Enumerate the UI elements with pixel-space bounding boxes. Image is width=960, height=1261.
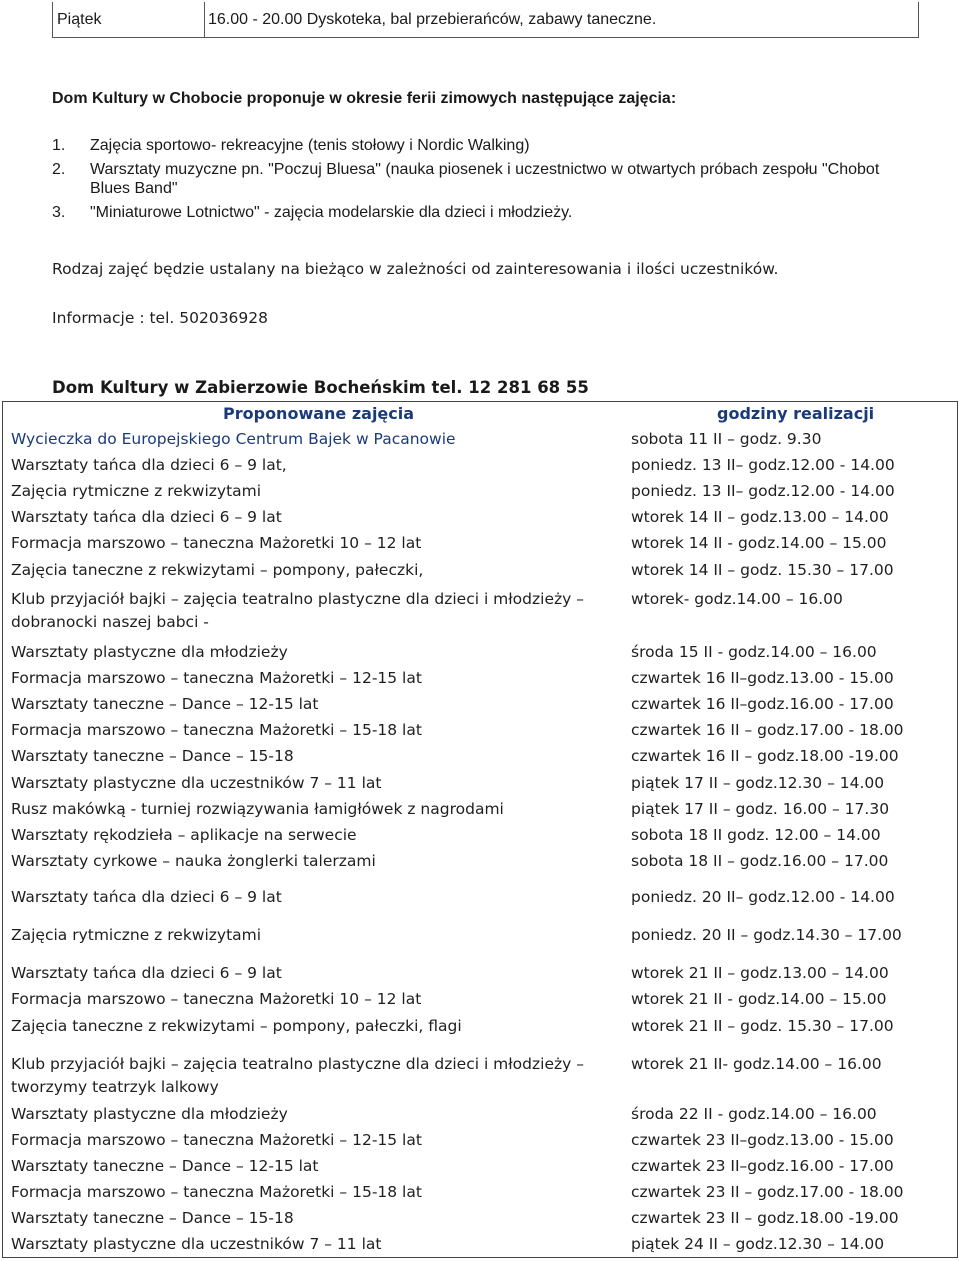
activity-cell: Warsztaty taneczne – Dance – 12-15 lat bbox=[11, 695, 319, 713]
chobot-intro: Dom Kultury w Chobocie proponuje w okresie ferii zimowych następujące zajęcia: bbox=[52, 90, 677, 107]
activity-cell: Warsztaty plastyczne dla młodzieży bbox=[11, 1105, 288, 1123]
time-cell: wtorek 21 II – godz. 15.30 – 17.00 bbox=[631, 1017, 894, 1035]
activity-cell: Wycieczka do Europejskiego Centrum Bajek w Pacanowie bbox=[11, 430, 456, 448]
activity-cell: Warsztaty taneczne – Dance – 12-15 lat bbox=[11, 1157, 319, 1175]
time-cell: poniedz. 20 II – godz.14.30 – 17.00 bbox=[631, 926, 902, 944]
activity-cell: Warsztaty cyrkowe – nauka żonglerki talerzami bbox=[11, 852, 376, 870]
chobot-note: Rodzaj zajęć będzie ustalany na bieżąco w zależności od zainteresowania i ilości uczestników. bbox=[52, 260, 779, 278]
time-cell: wtorek 14 II – godz. 15.30 – 17.00 bbox=[631, 561, 894, 579]
time-cell: poniedz. 20 II– godz.12.00 - 14.00 bbox=[631, 888, 895, 906]
time-cell: piątek 17 II – godz.12.30 – 14.00 bbox=[631, 774, 885, 792]
time-cell: sobota 11 II – godz. 9.30 bbox=[631, 430, 822, 448]
activity-cell: Formacja marszowo – taneczna Mażoretki 10 – 12 lat bbox=[11, 990, 422, 1008]
time-cell: sobota 18 II godz. 12.00 – 14.00 bbox=[631, 826, 881, 844]
activity-cell: Klub przyjaciół bajki – zajęcia teatralno plastyczne dla dzieci i młodzieży – dobranocki naszej babci - bbox=[11, 590, 584, 631]
activity-cell: Warsztaty plastyczne dla młodzieży bbox=[11, 643, 288, 661]
activity-cell: Warsztaty plastyczne dla uczestników 7 – 11 lat bbox=[11, 1235, 382, 1253]
activity-cell: Zajęcia taneczne z rekwizytami – pompony, pałeczki, flagi bbox=[11, 1017, 462, 1035]
activity-cell: Formacja marszowo – taneczna Mażoretki – 12-15 lat bbox=[11, 669, 422, 687]
activity-cell: Zajęcia rytmiczne z rekwizytami bbox=[11, 482, 262, 500]
activity-cell: Warsztaty taneczne – Dance – 15-18 bbox=[11, 747, 294, 765]
activity-cell: Formacja marszowo – taneczna Mażoretki 10 – 12 lat bbox=[11, 534, 422, 552]
time-cell: piątek 17 II – godz. 16.00 – 17.30 bbox=[631, 800, 890, 818]
activity-cell: Warsztaty tańca dla dzieci 6 – 9 lat bbox=[11, 508, 282, 526]
header-hours: godziny realizacji bbox=[717, 404, 875, 423]
event-cell: 16.00 - 20.00 Dyskoteka, bal przebierańców, zabawy taneczne. bbox=[208, 10, 657, 28]
time-cell: czwartek 16 II – godz.17.00 - 18.00 bbox=[631, 721, 904, 739]
activity-cell: Warsztaty plastyczne dla uczestników 7 – 11 lat bbox=[11, 774, 382, 792]
activity-cell: Warsztaty tańca dla dzieci 6 – 9 lat, bbox=[11, 456, 287, 474]
time-cell: czwartek 16 II–godz.16.00 - 17.00 bbox=[631, 695, 894, 713]
time-cell: wtorek 14 II – godz.13.00 – 14.00 bbox=[631, 508, 889, 526]
list-item: 2. Warsztaty muzyczne pn. "Poczuj Bluesa" (nauka piosenek i uczestnictwo w otwartych próbach zespołu "Chobot Blues Band" bbox=[52, 161, 880, 197]
time-cell: wtorek- godz.14.00 – 16.00 bbox=[631, 590, 843, 608]
time-cell: poniedz. 13 II– godz.12.00 - 14.00 bbox=[631, 482, 895, 500]
list-item: 1. Zajęcia sportowo- rekreacyjne (tenis stołowy i Nordic Walking) bbox=[52, 137, 530, 154]
time-cell: czwartek 23 II–godz.13.00 - 15.00 bbox=[631, 1131, 894, 1149]
chobot-activity-list bbox=[52, 136, 912, 227]
activity-cell: Rusz makówką - turniej rozwiązywania łamigłówek z nagrodami bbox=[11, 800, 504, 818]
time-cell: środa 22 II - godz.14.00 – 16.00 bbox=[631, 1105, 877, 1123]
chobot-info: Informacje : tel. 502036928 bbox=[52, 309, 269, 327]
time-cell: wtorek 21 II – godz.13.00 – 14.00 bbox=[631, 964, 889, 982]
time-cell: wtorek 14 II - godz.14.00 – 15.00 bbox=[631, 534, 887, 552]
schedule-table bbox=[2, 401, 958, 1258]
activity-cell: Zajęcia taneczne z rekwizytami – pompony, pałeczki, bbox=[11, 561, 424, 579]
list-item: 3. "Miniaturowe Lotnictwo" - zajęcia modelarskie dla dzieci i młodzieży. bbox=[52, 204, 573, 221]
activity-cell: Formacja marszowo – taneczna Mażoretki – 15-18 lat bbox=[11, 1183, 422, 1201]
activity-cell: Warsztaty tańca dla dzieci 6 – 9 lat bbox=[11, 964, 282, 982]
activity-cell: Formacja marszowo – taneczna Mażoretki – 12-15 lat bbox=[11, 1131, 422, 1149]
activity-cell: Formacja marszowo – taneczna Mażoretki – 15-18 lat bbox=[11, 721, 422, 739]
friday-table bbox=[52, 2, 919, 38]
day-cell: Piątek bbox=[53, 2, 205, 37]
activity-cell: Klub przyjaciół bajki – zajęcia teatralno plastyczne dla dzieci i młodzieży – tworzymy teatrzyk lalkowy bbox=[11, 1055, 584, 1096]
time-cell: poniedz. 13 II– godz.12.00 - 14.00 bbox=[631, 456, 895, 474]
activity-cell: Warsztaty taneczne – Dance – 15-18 bbox=[11, 1209, 294, 1227]
time-cell: czwartek 23 II–godz.16.00 - 17.00 bbox=[631, 1157, 894, 1175]
time-cell: piątek 24 II – godz.12.30 – 14.00 bbox=[631, 1235, 885, 1253]
time-cell: środa 15 II - godz.14.00 – 16.00 bbox=[631, 643, 877, 661]
activity-cell: Zajęcia rytmiczne z rekwizytami bbox=[11, 926, 262, 944]
activity-cell: Warsztaty tańca dla dzieci 6 – 9 lat bbox=[11, 888, 282, 906]
activity-cell: Warsztaty rękodzieła – aplikacje na serwecie bbox=[11, 826, 357, 844]
time-cell: czwartek 16 II–godz.13.00 - 15.00 bbox=[631, 669, 894, 687]
time-cell: czwartek 23 II – godz.17.00 - 18.00 bbox=[631, 1183, 904, 1201]
time-cell: czwartek 16 II – godz.18.00 -19.00 bbox=[631, 747, 899, 765]
zabierzow-title: Dom Kultury w Zabierzowie Bocheńskim tel. 12 281 68 55 bbox=[52, 378, 589, 397]
time-cell: wtorek 21 II- godz.14.00 – 16.00 bbox=[631, 1055, 882, 1073]
header-activities: Proponowane zajęcia bbox=[223, 404, 415, 423]
time-cell: czwartek 23 II – godz.18.00 -19.00 bbox=[631, 1209, 899, 1227]
time-cell: wtorek 21 II - godz.14.00 – 15.00 bbox=[631, 990, 887, 1008]
time-cell: sobota 18 II – godz.16.00 – 17.00 bbox=[631, 852, 889, 870]
